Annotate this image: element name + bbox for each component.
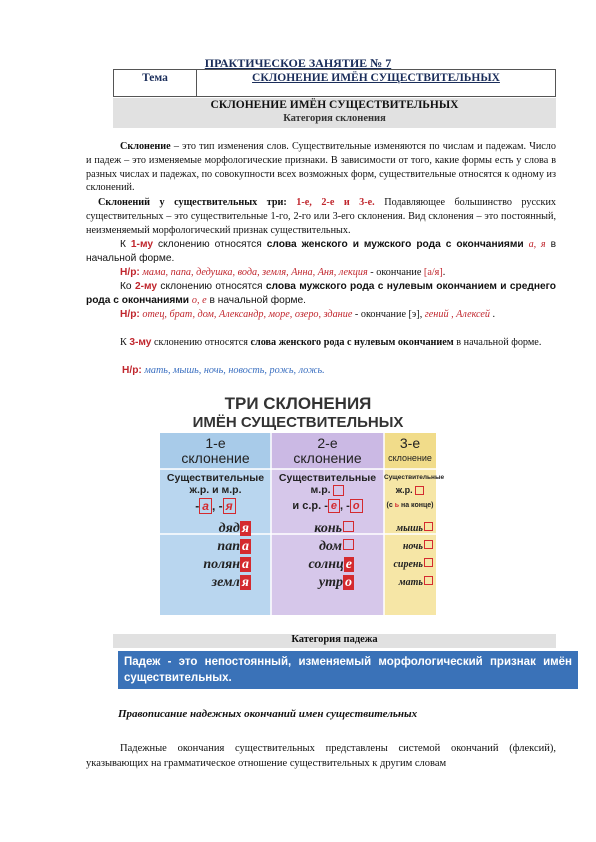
paragraph-third-examples: Н/р: мать, мышь, ночь, новость, рожь, ложь. bbox=[122, 365, 325, 376]
word-row: дом bbox=[271, 538, 354, 556]
word-row: мать bbox=[384, 574, 433, 592]
word-row: мышь bbox=[384, 520, 433, 538]
declension-poster bbox=[160, 389, 445, 615]
ending-box: я bbox=[223, 498, 236, 514]
word-row: ночь bbox=[384, 538, 433, 556]
word-row: утр о bbox=[318, 575, 352, 590]
tema-value: СКЛОНЕНИЕ ИМЁН СУЩЕСТВИТЕЛЬНЫХ bbox=[252, 72, 500, 84]
poster-title-1: ТРИ СКЛОНЕНИЯ bbox=[224, 394, 372, 413]
word-row: полян а bbox=[203, 557, 249, 572]
col2: 2-е склонение Существительные м.р. и с.р. - е , - о конь дом солнц е утр о bbox=[271, 433, 384, 592]
empty-ending-box bbox=[333, 485, 344, 496]
paragraph-case-endings: Падежные окончания существительных представлены системой окончаний (флексий), указывающих на грамматическое отношение существительных к другим словам bbox=[86, 743, 556, 769]
tema-label: Тема bbox=[114, 70, 197, 96]
ending-box: о bbox=[350, 499, 363, 513]
word-row: земл я bbox=[211, 575, 249, 590]
paragraph-declension-definition: Склонение – это тип изменения слов. Существительные изменяются по числам и падежам. Число и падеж – это изменяемые морфологические признаки. В зависимости от того, какие формы есть у слова в разных числах и падежах, по совокупности всех возможных форм, существительные относятся к одному из склонений. bbox=[86, 141, 556, 194]
word-row: конь bbox=[271, 520, 354, 538]
section-subheading: Категория склонения bbox=[283, 113, 386, 124]
term-declension: Склонение bbox=[120, 141, 171, 152]
ending-box: а bbox=[199, 498, 212, 514]
paragraph-three-declensions: Склонений у существительных три: 1-е, 2-е и 3-е. Подавляющее большинство русских существительных – это существительные 1-го, 2-го или 3-его склонения. Вид склонения – это постоянный, неизменяемый морфологический признак существительных. bbox=[86, 197, 557, 236]
word-row: солнц е bbox=[308, 557, 352, 572]
col1: 1-е склонение Существительные ж.р. и м.р. - а , - я дяд я пап а полян а земл я bbox=[160, 433, 271, 592]
word-row: дяд я bbox=[218, 521, 249, 536]
paragraph-second-examples: Н/р: отец, брат, дом, Александр, море, озеро, здание - окончание [э], гений , Алексей . bbox=[120, 309, 496, 320]
spelling-subheading: Правописание надежных окончаний имен существительных bbox=[118, 708, 418, 720]
paragraph-first-declension: К 1-му склонению относятся слова женского и мужского рода с окончаниями а, я в начальной форме. bbox=[86, 239, 556, 264]
section-heading: СКЛОНЕНИЕ ИМЁН СУЩЕСТВИТЕЛЬНЫХ bbox=[210, 99, 459, 111]
word-row: пап а bbox=[217, 539, 249, 554]
paragraph-second-declension: Ко 2-му склонению относятся слова мужского рода с нулевым окончанием и среднего рода с окончаниями о, е в начальной форме. bbox=[86, 281, 557, 306]
word-row: сирень bbox=[384, 556, 433, 574]
page-title: ПРАКТИЧЕСКОЕ ЗАНЯТИЕ № 7 bbox=[204, 56, 392, 70]
col3: 3-е склонение Существительные ж.р. (с ь на конце) мышь ночь сирень мать bbox=[384, 433, 436, 592]
section2-heading: Категория падежа bbox=[291, 634, 378, 645]
paragraph-first-examples: Н/р: мама, папа, дедушка, вода, земля, Анна, Аня, лекция - окончание [а/я]. bbox=[120, 267, 446, 278]
ending-box: е bbox=[328, 499, 340, 513]
tema-table bbox=[113, 69, 556, 97]
case-definition-box: Падеж - это непостоянный, изменяемый морфологический признак имён существительных. bbox=[118, 651, 578, 689]
poster-title-2: ИМЁН СУЩЕСТВИТЕЛЬНЫХ bbox=[192, 414, 404, 431]
paragraph-third-declension: К 3-му склонению относятся слова женского рода с нулевым окончанием в начальной форме. bbox=[120, 337, 542, 348]
